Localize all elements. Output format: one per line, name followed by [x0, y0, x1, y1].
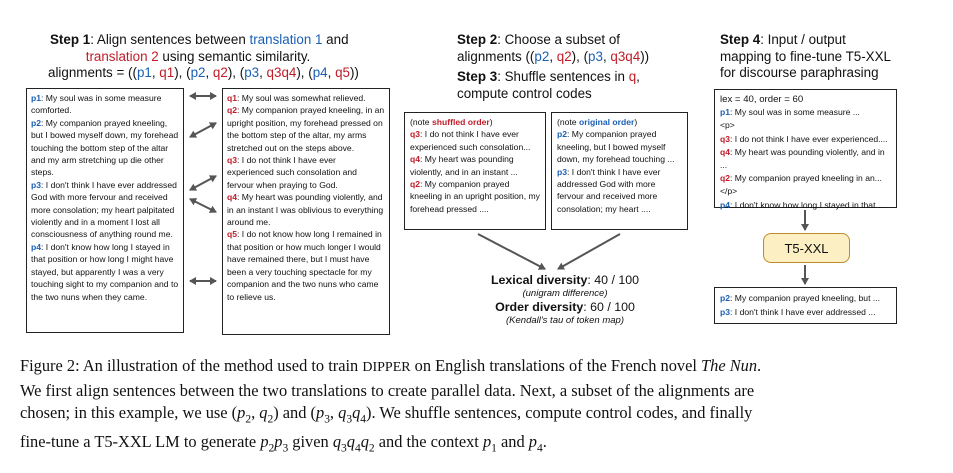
- p4-text: : I don't know how long I stayed in that position or how long I might have stayed, but apparently I was a very touching sight to my companion and to the two nuns when they came.: [31, 241, 179, 302]
- align-q1: q1: [159, 65, 175, 80]
- sep: ,: [151, 65, 160, 80]
- q3-label: q3: [720, 133, 731, 144]
- q2-label: q2: [720, 173, 731, 184]
- input-p1: [720, 106, 891, 119]
- q4-label: q4: [410, 154, 421, 165]
- input-box: [714, 89, 897, 208]
- math-p: p: [260, 431, 269, 451]
- step4-heading: [720, 32, 920, 82]
- order-diversity: [455, 300, 675, 315]
- math-sub: 4: [360, 413, 366, 426]
- align-p2: p2: [190, 65, 206, 80]
- align-q2: q2: [212, 65, 228, 80]
- subset-p2: p2: [534, 48, 550, 64]
- p4-label: p4: [31, 241, 42, 252]
- original-p3: [557, 166, 682, 216]
- note-a: (note: [410, 117, 432, 127]
- lexical-diversity-note: (unigram difference): [522, 288, 608, 299]
- p2-entry: [31, 117, 179, 179]
- q2-text: : My companion prayed kneeling, in an upright position, my forehead pressed on the bottom step of the altar, my arms stretched out on the steps above.: [227, 105, 385, 153]
- align-p1: p1: [136, 65, 152, 80]
- shuffled-note: [410, 116, 540, 128]
- control-codes: lex = 40, order = 60: [720, 94, 804, 105]
- diversity-block: [455, 273, 675, 327]
- note-c: ): [634, 117, 638, 127]
- step2-heading: [457, 32, 697, 65]
- sep: ,: [205, 65, 213, 80]
- p3-label: p3: [31, 179, 42, 190]
- step3-text: : Shuffle sentences in: [497, 69, 629, 84]
- q2-label: q2: [410, 179, 421, 190]
- math-sub: 4: [536, 442, 543, 455]
- caption-line4a: fine-tune a T5-XXL LM to generate: [20, 431, 261, 451]
- caption-fig: Figure 2: An illustration of the method used to train: [20, 356, 363, 375]
- subset-q3q4: q3q4: [610, 48, 641, 64]
- step2-text: : Choose a subset of: [497, 32, 621, 47]
- shuffled-order-box: [404, 112, 546, 230]
- p1-text: : My soul was in some measure ...: [730, 107, 860, 118]
- t5-xxl-label: T5-XXL: [784, 240, 829, 256]
- order-diversity-value: : 60 / 100: [583, 300, 635, 314]
- shuffled-q2: [410, 178, 540, 215]
- p3-text: : I don't think I have ever addressed God with more fervour and received more consolation; my heart palpitated violently and in a moment I lost all consciousness of anything round me.: [31, 179, 177, 240]
- sep: ,: [602, 48, 611, 64]
- q4-label: q4: [720, 146, 731, 157]
- lexical-diversity-label: Lexical diversity: [490, 273, 588, 287]
- math-p: p: [482, 431, 492, 451]
- p2-text: : My companion prayed kneeling, but I bowed myself down, my forehead touching the bottom step of the altar and my arm stretching up die other steps.: [31, 117, 179, 178]
- order-diversity-label: Order diversity: [495, 300, 584, 314]
- output-box: [714, 287, 897, 324]
- p3-text: : I don't think I have ever addressed ...: [730, 307, 876, 317]
- translation1-label: translation 1: [249, 32, 323, 47]
- step3-lead: Step 3: [457, 69, 498, 84]
- q5-label: q5: [227, 229, 238, 240]
- lexical-diversity-value: : 40 / 100: [587, 273, 640, 287]
- caption-line3b: ). We shuffle sentences, compute control codes, and finally: [366, 403, 753, 422]
- shuffled-q4: [410, 153, 540, 178]
- caption-novel: The Nun: [701, 356, 758, 375]
- diversity-arrow-left: [478, 234, 545, 269]
- step4-lead: Step 4: [720, 32, 761, 47]
- step2-text2: alignments ((: [457, 48, 535, 64]
- input-q4: [720, 146, 891, 172]
- original-order-label: original order: [578, 117, 635, 127]
- input-q3: [720, 133, 891, 146]
- p2-label: p2: [31, 117, 42, 128]
- translation2-label: translation 2: [85, 48, 159, 64]
- q4-entry: [227, 191, 385, 228]
- t5-xxl-model: [763, 233, 850, 263]
- q2-label: q2: [227, 105, 238, 116]
- p4-text: : I don't know how long I stayed in that ...: [730, 199, 886, 210]
- caption-mid: on English translations of the French novel: [410, 356, 702, 375]
- math-sub: 2: [268, 442, 275, 455]
- q4-text: : My heart was pounding violently, and in an instant I was oblivious to everything around me.: [227, 192, 384, 228]
- step3-q: q: [628, 69, 637, 84]
- step4-line3: for discourse paraphrasing: [720, 65, 879, 80]
- math-sub: 3: [282, 442, 289, 455]
- caption-comma: ,: [329, 403, 339, 422]
- q2-text: : My companion prayed kneeling in an...: [730, 173, 882, 184]
- lexical-diversity: [455, 273, 675, 288]
- step4-text: : Input / output: [760, 32, 846, 47]
- subset-q2: q2: [556, 48, 572, 64]
- close-p-tag: </p>: [720, 186, 738, 197]
- q4-text: : My heart was pounding violently, and in ...: [720, 146, 885, 171]
- math-p: p: [237, 403, 246, 422]
- math-sub: 3: [346, 413, 353, 426]
- caption-comma: ,: [251, 403, 260, 422]
- original-note: [557, 116, 682, 128]
- q2-entry: [227, 104, 385, 154]
- p4-label: p4: [720, 199, 731, 210]
- align-arrow-p2-q2: [190, 123, 216, 137]
- math-sub: 2: [245, 413, 252, 426]
- p3-entry: [31, 179, 179, 241]
- math-q: q: [360, 431, 369, 451]
- q1-text: : My soul was somewhat relieved.: [237, 93, 366, 103]
- p2-text: : My companion prayed kneeling, but I bowed myself down, my forehead touching ...: [557, 129, 675, 165]
- math-p: p: [528, 431, 537, 451]
- step1-heading: [48, 32, 388, 82]
- math-q: q: [352, 403, 361, 422]
- math-sub: 3: [341, 442, 347, 455]
- p3-label: p3: [720, 307, 731, 317]
- sep: ), (: [571, 48, 589, 64]
- q3-text: : I do not think I have ever experienced such consolation...: [410, 129, 531, 152]
- sep: ), (: [296, 65, 313, 80]
- open-p-tag: <p>: [720, 120, 735, 131]
- align-p4: p4: [312, 65, 328, 80]
- output-p3: [720, 305, 891, 319]
- math-p: p: [315, 403, 325, 422]
- align-p3: p3: [244, 65, 260, 80]
- alignments-line: [48, 65, 388, 82]
- sep: ,: [549, 48, 557, 64]
- q3-label: q3: [227, 155, 238, 166]
- q4-text: : My heart was pounding violently, and in an instant ...: [410, 154, 518, 177]
- alignments-label: alignments = ((: [48, 65, 137, 80]
- step3-heading: [457, 69, 697, 102]
- q2-text: : My companion prayed kneeling in an upright position, my forehead pressed ....: [410, 179, 540, 214]
- q5-entry: [227, 228, 385, 302]
- q1-entry: [227, 92, 385, 104]
- align-arrow-p3-q4: [190, 199, 216, 212]
- step3-text2: compute control codes: [457, 85, 592, 101]
- translation2-box: [222, 88, 390, 335]
- step4-line2: mapping to fine-tune T5-XXL: [720, 48, 891, 64]
- sep: )): [349, 65, 359, 80]
- math-q: q: [332, 431, 342, 451]
- math-sub: 2: [368, 442, 375, 455]
- math-sub: 4: [354, 442, 361, 455]
- p4-entry: [31, 241, 179, 303]
- caption-line3a: chosen; in this example, we use (: [20, 403, 238, 422]
- sep: ,: [259, 65, 267, 80]
- caption-dipper: DIPPER: [362, 360, 411, 375]
- step3-text-end: ,: [636, 69, 640, 84]
- note-c: ): [489, 117, 493, 127]
- input-p4: [720, 199, 891, 212]
- p2-label: p2: [720, 293, 731, 303]
- step1-text-a: : Align sentences between: [90, 32, 250, 47]
- caption-given: given: [288, 431, 333, 451]
- math-sub: 2: [267, 413, 274, 426]
- caption-dot: .: [757, 356, 762, 375]
- p2-label: p2: [557, 129, 568, 140]
- caption-end: .: [542, 431, 547, 451]
- sep: ), (: [227, 65, 245, 80]
- note-a: (note: [557, 117, 579, 127]
- p1-label: p1: [31, 93, 42, 103]
- original-order-box: [551, 112, 688, 230]
- math-q: q: [346, 431, 355, 451]
- caption-and: ) and (: [273, 403, 316, 422]
- q3-text: : I do not think I have ever experienced such consolation and fervour when praying to God.: [227, 155, 357, 190]
- shuffled-q3: [410, 128, 540, 153]
- math-p: p: [274, 431, 283, 451]
- align-q3q4: q3q4: [266, 65, 297, 80]
- p1-label: p1: [720, 107, 731, 118]
- shuffled-order-label: shuffled order: [431, 117, 490, 127]
- step1-text-and: and: [322, 32, 349, 47]
- q3-label: q3: [410, 129, 421, 140]
- order-diversity-note: (Kendall's tau of token map): [506, 315, 624, 326]
- translation1-box: [26, 88, 184, 333]
- sep: ,: [327, 65, 336, 80]
- q1-label: q1: [227, 93, 238, 103]
- step2-lead: Step 2: [457, 32, 498, 47]
- p3-text: : I don't think I have ever addressed God with more fervour and received more consolation; my heart ....: [557, 166, 661, 214]
- output-p2: [720, 291, 891, 305]
- sep: )): [640, 48, 650, 64]
- align-arrow-p3-q3: [190, 176, 216, 190]
- q3-entry: [227, 154, 385, 191]
- math-sub: 1: [491, 442, 497, 455]
- original-p2: [557, 128, 682, 165]
- caption-c-and: and: [496, 431, 529, 451]
- caption-line2: We first align sentences between the two translations to create parallel data. Next, a subset of the alignments are: [20, 380, 755, 400]
- subset-p3: p3: [588, 48, 603, 64]
- step1-lead: Step 1: [50, 32, 91, 47]
- figure-caption: [20, 355, 940, 460]
- align-q5: q5: [335, 65, 350, 80]
- p1-entry: [31, 92, 179, 117]
- p2-text: : My companion prayed kneeling, but ...: [730, 293, 881, 303]
- input-q2: [720, 172, 891, 185]
- math-q: q: [259, 403, 268, 422]
- q5-text: : I do not know how long I remained in that position or how much longer I would have remained there, but I must have been a very touching spectacle for my companion and the two nuns who came to relieve us.: [227, 229, 382, 302]
- p3-label: p3: [557, 166, 568, 177]
- q3-text: : I do not think I have ever experienced....: [730, 133, 888, 144]
- diversity-arrow-right: [558, 234, 620, 269]
- sep: ), (: [174, 65, 191, 80]
- math-q: q: [338, 403, 347, 422]
- math-sub: 3: [324, 413, 330, 426]
- caption-context: and the context: [374, 431, 483, 451]
- step1-text-b: using semantic similarity.: [158, 48, 311, 64]
- p1-text: : My soul was in some measure comforted.: [31, 93, 162, 116]
- q4-label: q4: [227, 192, 238, 203]
